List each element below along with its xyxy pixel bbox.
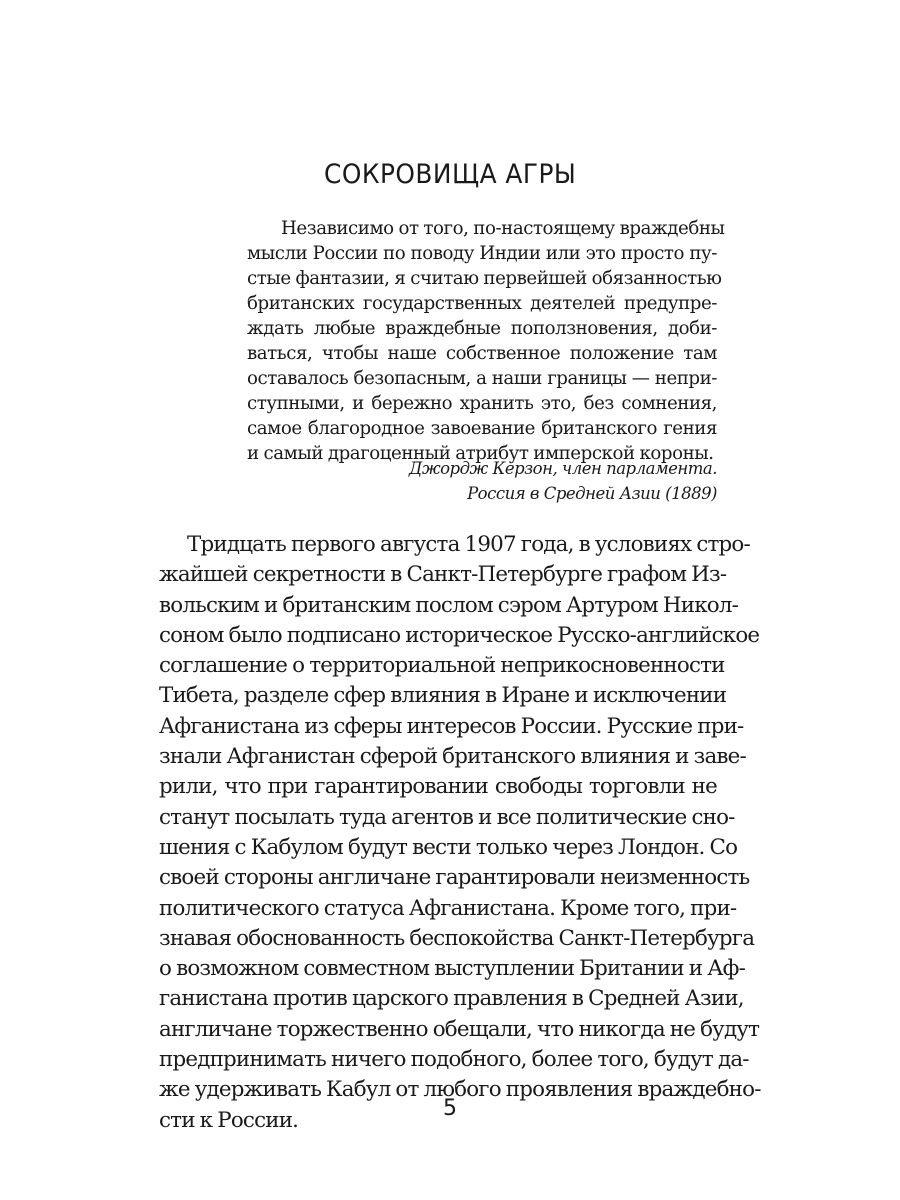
epigraph-line: оставалось безопасным, а наши границы — непри- bbox=[247, 368, 717, 389]
epigraph-line: ждать любые враждебные поползновения, доби- bbox=[247, 318, 717, 339]
epigraph-line: мысли России по поводу Индии или это просто пу- bbox=[247, 243, 717, 264]
epigraph-line: ступными, и бережно хранить это, без сомнения, bbox=[247, 393, 717, 414]
body-line: знавая обоснованность беспокойства Санкт-Петербурга bbox=[159, 925, 755, 951]
body-line: шения с Кабулом будут вести только через Лондон. Со bbox=[159, 834, 738, 860]
body-line: же удерживать Кабул от любого проявления враждебно- bbox=[159, 1077, 761, 1103]
body-line: соном было подписано историческое Русско-английское bbox=[159, 622, 760, 648]
epigraph-line: ваться, чтобы наше собственное положение там bbox=[247, 343, 717, 364]
body-line: ганистана против царского правления в Средней Азии, bbox=[159, 986, 744, 1012]
epigraph-line: британских государственных деятелей предупре- bbox=[247, 293, 717, 314]
body-line: политического статуса Афганистана. Кроме того, при- bbox=[159, 895, 737, 921]
body-line: Афганистана из сферы интересов России. Русские при- bbox=[159, 713, 744, 739]
attribution-source: Россия в Средней Азии (1889) bbox=[467, 484, 717, 503]
body-line: станут посылать туда агентов и все политические сно- bbox=[159, 804, 735, 830]
body-line: Тридцать первого августа 1907 года, в условиях стро- bbox=[187, 532, 750, 557]
body-line: рили, что при гарантировании свободы торговли не bbox=[159, 774, 717, 800]
body-line: своей стороны англичане гарантировали неизменность bbox=[159, 865, 750, 891]
epigraph-line: стые фантазии, я считаю первейшей обязанностью bbox=[247, 268, 722, 289]
attribution-author: Джордж Керзон, член парламента. bbox=[408, 459, 717, 478]
epigraph bbox=[247, 216, 725, 466]
body-line: о возможном совместном выступлении Британии и Аф- bbox=[159, 956, 746, 982]
body-line: предпринимать ничего подобного, более того, будут да- bbox=[159, 1047, 749, 1073]
body-line: вольским и британским послом сэром Артуром Никол- bbox=[159, 592, 739, 618]
body-line: знали Афганистан сферой британского влияния и заве- bbox=[159, 744, 746, 770]
body-line: соглашение о территориальной неприкосновенности bbox=[159, 653, 725, 679]
body-line: Тибета, разделе сфер влияния в Иране и исключении bbox=[159, 683, 727, 709]
body-line: жайшей секретности в Санкт-Петербурге графом Из- bbox=[159, 562, 727, 588]
body-line: сти к России. bbox=[159, 1107, 299, 1133]
page-number: 5 bbox=[443, 1096, 457, 1121]
epigraph-line: самое благородное завоевание британского гения bbox=[247, 418, 717, 439]
epigraph-attribution bbox=[409, 456, 717, 506]
body-paragraph bbox=[159, 530, 761, 1136]
epigraph-line: Независимо от того, по-настоящему враждебны bbox=[281, 218, 725, 239]
body-line: англичане торжественно обещали, что никогда не будут bbox=[159, 1016, 760, 1042]
chapter-title: СОКРОВИЩА АГРЫ bbox=[324, 159, 577, 190]
epigraph-line: и самый драгоценный атрибут имперской короны. bbox=[247, 443, 714, 464]
